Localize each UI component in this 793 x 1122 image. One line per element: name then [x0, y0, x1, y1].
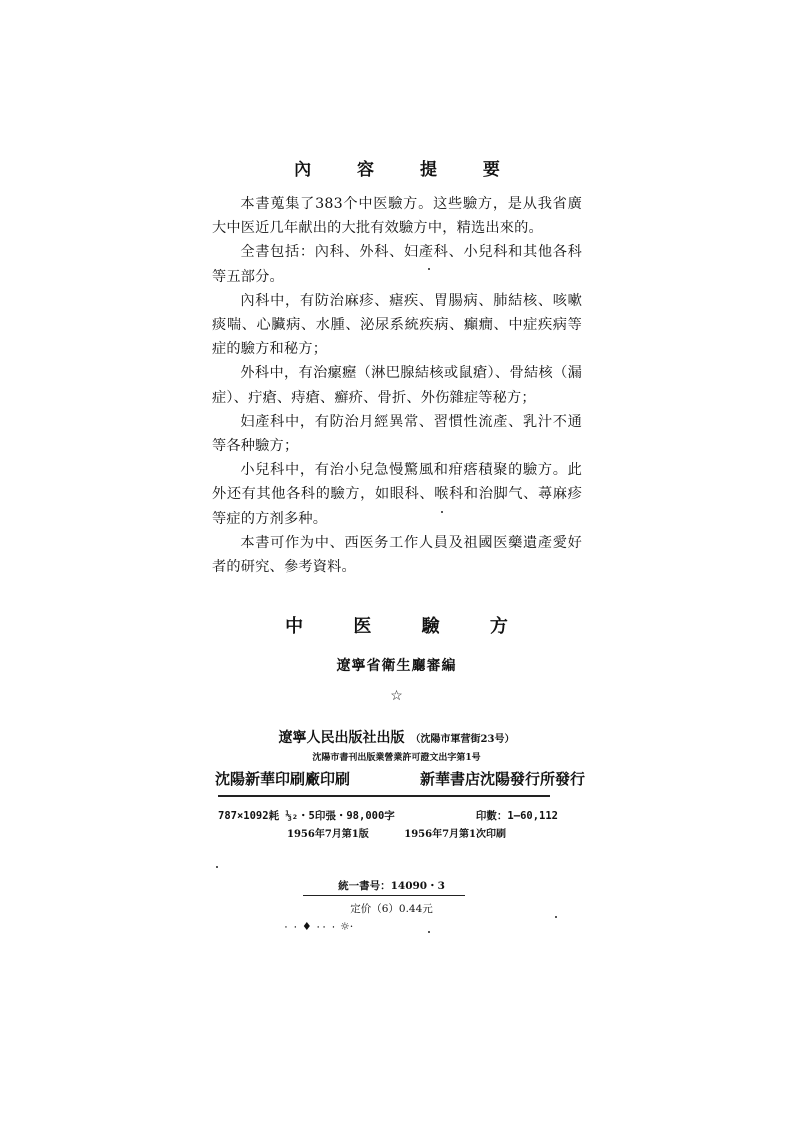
publisher-address: （沈陽市軍营街23号） [410, 734, 515, 745]
speck [216, 866, 218, 868]
book-number: 統一書号：14090・3 [338, 880, 445, 892]
price: 定价（6）0.44元 [350, 903, 433, 915]
publisher-line [0, 727, 793, 747]
first-edition: 1956年7月第1版 [287, 829, 369, 840]
divider [218, 795, 550, 797]
format-specs-line [218, 808, 558, 823]
speck [428, 268, 430, 270]
printer-distributor-line [215, 768, 585, 789]
printer: 沈陽新華印刷廠印刷 [215, 770, 351, 788]
speck [441, 511, 443, 513]
editor-credit: 遼寧省衛生廳審編 [336, 658, 457, 674]
star-ornament-icon: ☆ [390, 688, 403, 704]
abstract-section [212, 155, 582, 579]
abstract-title: 內 容 提 要 [294, 160, 520, 180]
speck [428, 931, 430, 933]
abstract-paragraph: 小兒科中，有治小兒急慢驚風和疳瘩積聚的驗方。此外还有其他各科的驗方，如眼科、喉科和治脚气、蕁麻疹等症的方剂多种。 [212, 462, 582, 527]
abstract-paragraph: 內科中，有防治麻疹、瘧疾、胃腸病、肺結核、咳嗽痰喘、心臟病、水腫、泌尿系統疾病、癲癇、中症疾病等症的驗方和秘方； [212, 292, 582, 358]
publishing-permit: 沈陽市書刊出版業營業許可證文出字第1号 [312, 753, 481, 763]
book-title: 中 医 驗 方 [285, 616, 530, 637]
distributor: 新華書店沈陽發行所發行 [419, 770, 585, 788]
divider [303, 895, 465, 896]
publisher-name: 遼寧人民出版社出版 [278, 730, 405, 746]
first-printing: 1956年7月第1次印刷 [404, 829, 506, 840]
abstract-paragraph: 外科中，有治瘰癧（淋巴腺結核或鼠瘡）、骨結核（漏症）、疔瘡、痔瘡、癬疥、骨折、外伤雜症等秘方； [212, 365, 582, 406]
abstract-paragraph: 妇產科中，有防治月經異常、習慣性流產、乳汁不通等各种驗方； [212, 413, 582, 455]
abstract-paragraph: 全書包括：內科、外科、妇產科、小兒科和其他各科等五部分。 [212, 244, 582, 285]
format-specs: 787×1092耗 ⅓₂・5印張・98,000字 [218, 810, 395, 822]
abstract-paragraph: 本書蒐集了383个中医驗方。这些驗方，是从我省廣大中医近几年献出的大批有效驗方中，精选出來的。 [212, 196, 582, 237]
stamp-marks: ٠ ٠٠ ♦ ٠ ٠ ☼· [283, 920, 354, 933]
speck [555, 916, 557, 918]
print-run: 印數：1—60,112 [475, 810, 558, 822]
edition-line [0, 825, 793, 840]
abstract-paragraph: 本書可作为中、西医务工作人員及祖國医藥遺產愛好者的研究、參考資料。 [212, 534, 582, 576]
